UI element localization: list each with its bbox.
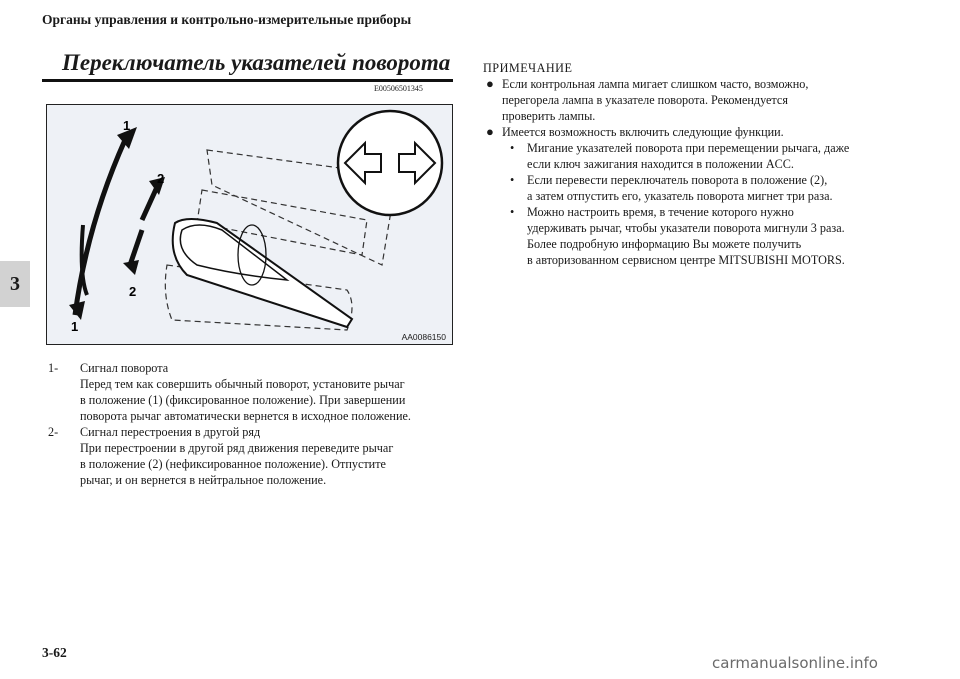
note-line: удерживать рычаг, чтобы указатели поворота мигнули 3 раза. [527,221,845,235]
sub-bullet-icon: • [510,205,515,219]
bullet-icon: ● [486,76,494,91]
description-line: поворота рычаг автоматически вернется в исходное положение. [80,409,411,423]
note-subitem-2 [483,172,923,204]
note-subitem-3 [483,204,923,268]
sub-bullet-icon: • [510,141,515,155]
note-line: в авторизованном сервисном центре MITSUBISHI MOTORS. [527,253,845,267]
note-subitem-1 [483,140,923,172]
figure-label-2-top: 2 [157,171,165,186]
description-line: в положение (2) (нефиксированное положение). Отпустите [80,457,386,471]
page-number: 3-62 [42,645,67,660]
description-line: рычаг, и он вернется в нейтральное положение. [80,473,327,487]
description-number: 2- [48,425,59,439]
section-header: Органы управления и контрольно-измерительные приборы [42,12,412,27]
note-line: Более подробную информацию Вы можете получить [527,237,802,251]
position-2-down-arrow [130,230,142,265]
note-block [483,60,923,268]
note-line: проверить лампы. [502,109,596,123]
arrow-head-down-2 [123,260,139,275]
title-rule [42,79,453,82]
description-line: Перед тем как совершить обычный поворот, установите рычаг [80,377,405,391]
section-code: E00506501345 [374,84,423,93]
description-title: Сигнал поворота [80,361,169,375]
description-line: При перестроении в другой ряд движения переведите рычаг [80,441,394,455]
description-item-1 [48,360,468,424]
watermark: carmanualsonline.info [712,654,878,672]
note-line: Можно настроить время, в течение которого нужно [527,205,794,219]
turn-signal-figure [46,104,453,345]
turn-signal-arrows-icon [338,111,442,215]
figure-illustration [47,105,453,345]
note-line: Мигание указателей поворота при перемещении рычага, даже [527,141,850,155]
chapter-tab: 3 [0,261,30,307]
note-heading: ПРИМЕЧАНИЕ [483,61,573,75]
arrow-head-down [69,301,85,320]
figure-label-1-bottom: 1 [71,319,79,334]
description-line: в положение (1) (фиксированное положение). При завершении [80,393,406,407]
description-title: Сигнал перестроения в другой ряд [80,425,261,439]
figure-label-1-top: 1 [123,118,131,133]
note-line: Если контрольная лампа мигает слишком часто, возможно, [502,77,809,91]
figure-label-2-bottom: 2 [129,284,137,299]
note-bullet-1 [483,76,923,124]
sub-bullet-icon: • [510,173,515,187]
figure-id: AA0086150 [401,332,446,342]
position-2-up-arrow [142,187,157,220]
note-line: а затем отпустить его, указатель поворота мигнет три раза. [527,189,833,203]
position-descriptions [48,360,468,488]
note-line: перегорела лампа в указателе поворота. Рекомендуется [502,93,788,107]
description-number: 1- [48,361,59,375]
description-item-2 [48,424,468,488]
note-bullet-2 [483,124,923,140]
note-line: Если перевести переключатель поворота в положение (2), [527,173,828,187]
note-line: Имеется возможность включить следующие функции. [502,125,784,139]
bullet-icon: ● [486,124,494,139]
note-line: если ключ зажигания находится в положении ACC. [527,157,794,171]
page-title: Переключатель указателей поворота [62,50,451,75]
